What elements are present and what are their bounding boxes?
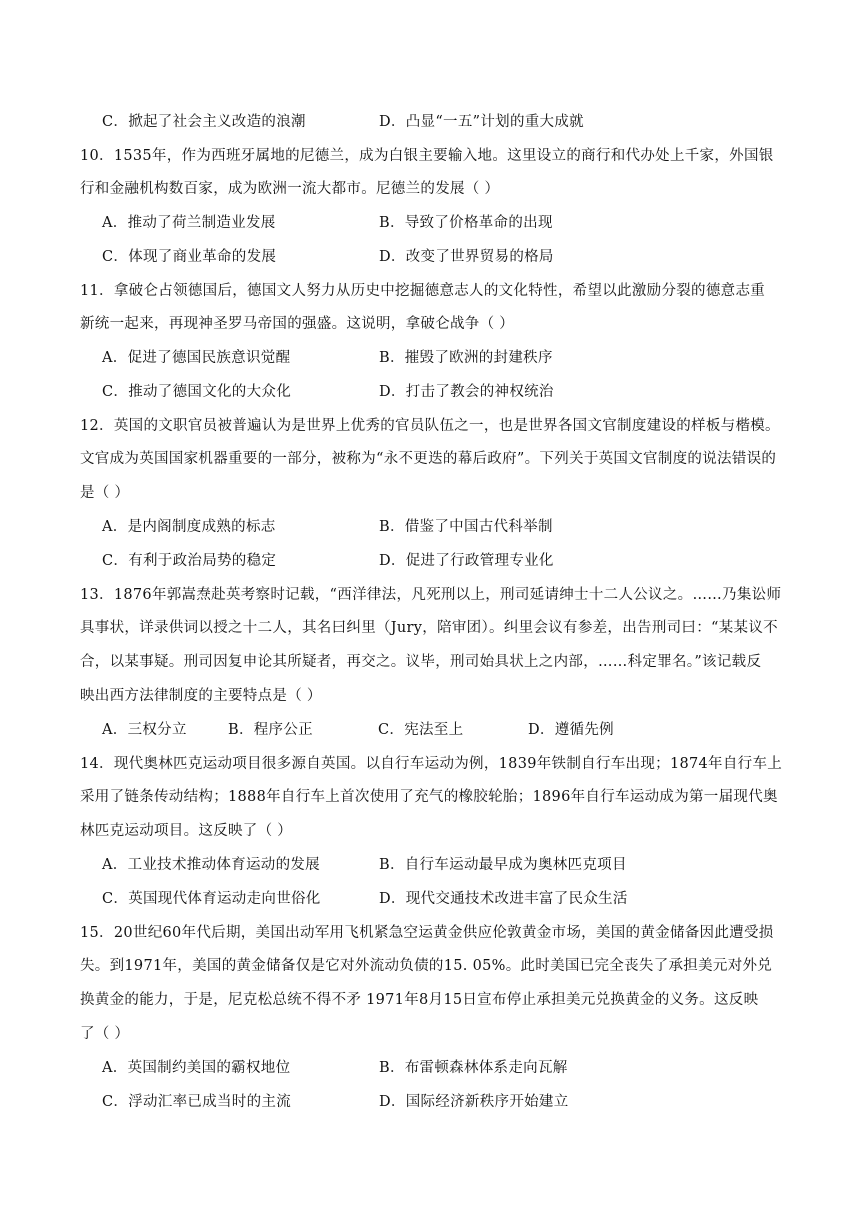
q11-option-d: D．打击了教会的神权统治 (379, 384, 554, 400)
q11-option-c: C．推动了德国文化的大众化 (102, 384, 291, 400)
q11-option-a: A．促进了德国民族意识觉醒 (102, 350, 291, 366)
q15-stem-line-3: 换黄金的能力，于是，尼克松总统不得不矛 1971年8月15日宣布停止承担美元兑换黄金的义务。这反映 (80, 992, 759, 1008)
q13-option-b: B．程序公正 (228, 722, 313, 738)
q10-stem-line-2: 行和金融机构数百家，成为欧洲一流大都市。尼德兰的发展（ ） (80, 181, 500, 197)
q9-option-d: D．凸显“一五”计划的重大成就 (379, 114, 584, 130)
q12-stem-line-2: 文官成为英国国家机器重要的一部分，被称为“永不更迭的幕后政府”。下列关于英国文官制度的说法错误的 (80, 451, 777, 467)
q11-option-b: B．摧毁了欧洲的封建秩序 (379, 350, 553, 366)
q13-option-c: C．宪法至上 (378, 722, 464, 738)
q14-stem-line-1: 14．现代奥林匹克运动项目很多源自英国。以自行车运动为例，1839年铁制自行车出现；1874年自行车上 (80, 756, 783, 772)
q15-option-a: A．英国制约美国的霸权地位 (102, 1060, 291, 1076)
q15-stem-line-1: 15．20世纪60年代后期，美国出动军用飞机紧急空运黄金供应伦敦黄金市场，美国的黄金储备因此遭受损 (80, 925, 774, 941)
q15-option-c: C．浮动汇率已成当时的主流 (102, 1094, 291, 1110)
q14-option-b: B．自行车运动最早成为奥林匹克项目 (379, 857, 627, 873)
q13-stem-line-2: 具事状，详录供词以授之十二人，其名曰纠里（Jury，陪审团）。纠里会议有参差，出告刑司曰：“某某议不 (80, 620, 778, 636)
q13-option-d: D．遵循先例 (528, 722, 614, 738)
q13-stem-line-1: 13．1876年郭嵩焘赴英考察时记载，“西洋律法，凡死刑以上，刑司延请绅士十二人公议之。……乃集讼师 (80, 587, 782, 603)
q15-stem-line-2: 失。到1971年，美国的黄金储备仅是它对外流动负债的15. 05%。此时美国已完全丧失了承担美元对外兑 (80, 958, 773, 974)
q10-stem-line-1: 10．1535年，作为西班牙属地的尼德兰，成为白银主要输入地。这里设立的商行和代办处上千家，外国银 (80, 148, 774, 164)
q15-option-d: D．国际经济新秩序开始建立 (379, 1094, 569, 1110)
q15-stem-line-4: 了（ ） (80, 1026, 130, 1042)
q10-option-a: A．推动了荷兰制造业发展 (102, 215, 276, 231)
q10-option-b: B．导致了价格革命的出现 (379, 215, 553, 231)
q12-stem-line-1: 12．英国的文职官员被普遍认为是世界上优秀的官员队伍之一，也是世界各国文官制度建设的样板与楷模。 (80, 418, 780, 434)
q14-option-d: D．现代交通技术改进丰富了民众生活 (379, 891, 628, 907)
q15-option-b: B．布雷顿森林体系走向瓦解 (379, 1060, 568, 1076)
q12-option-b: B．借鉴了中国古代科举制 (379, 519, 553, 535)
q12-stem-line-3: 是（ ） (80, 485, 130, 501)
q12-option-a: A．是内阁制度成熟的标志 (102, 519, 276, 535)
q12-option-d: D．促进了行政管理专业化 (379, 553, 554, 569)
q13-stem-line-3: 合，以某事疑。刑司因复申论其所疑者，再交之。议毕，刑司始具状上之内部，……科定罪名。”该记载反 (80, 654, 762, 670)
q14-stem-line-2: 采用了链条传动结构；1888年自行车上首次使用了充气的橡胶轮胎；1896年自行车运动成为第一届现代奥 (80, 789, 778, 805)
q12-option-c: C．有利于政治局势的稳定 (102, 553, 277, 569)
q14-stem-line-3: 林匹克运动项目。这反映了（ ） (80, 823, 293, 839)
q10-option-c: C．体现了商业革命的发展 (102, 249, 277, 265)
q14-option-c: C．英国现代体育运动走向世俗化 (102, 891, 321, 907)
q9-option-c: C．掀起了社会主义改造的浪潮 (102, 114, 306, 130)
q10-option-d: D．改变了世界贸易的格局 (379, 249, 554, 265)
q11-stem-line-2: 新统一起来，再现神圣罗马帝国的强盛。这说明，拿破仑战争（ ） (80, 316, 515, 332)
q13-stem-line-4: 映出西方法律制度的主要特点是（ ） (80, 688, 322, 704)
q13-option-a: A．三权分立 (102, 722, 187, 738)
q14-option-a: A．工业技术推动体育运动的发展 (102, 857, 320, 873)
q11-stem-line-1: 11．拿破仑占领德国后，德国文人努力从历史中挖掘德意志人的文化特性，希望以此激励分裂的德意志重 (80, 283, 766, 299)
